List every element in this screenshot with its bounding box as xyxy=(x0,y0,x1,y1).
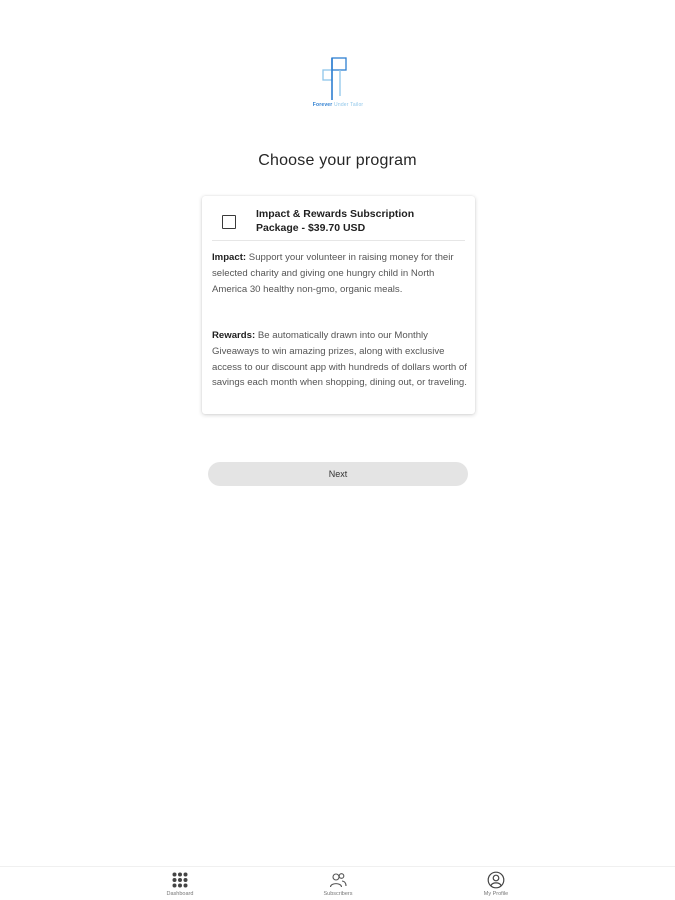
users-icon xyxy=(329,871,347,889)
impact-description xyxy=(212,250,468,297)
nav-label-subscribers: Subscribers xyxy=(323,891,353,897)
nav-item-dashboard[interactable] xyxy=(135,871,225,900)
logo-word-1: Forever xyxy=(312,102,333,108)
nav-item-profile[interactable] xyxy=(451,871,541,900)
bottom-nav xyxy=(0,866,675,900)
program-checkbox[interactable] xyxy=(222,215,236,229)
grid-icon xyxy=(171,871,189,889)
logo xyxy=(300,52,376,114)
nav-label-profile: My Profile xyxy=(483,891,509,897)
rewards-description xyxy=(212,328,468,391)
rewards-label: Rewards: xyxy=(212,330,256,341)
next-button[interactable]: Next xyxy=(208,462,468,486)
rewards-text: Be automatically drawn into our Monthly Giveaways to win amazing prizes, along with exclusive access to our discount app with hundreds of dollars worth of savings each month when shopping, dining out, or traveling. xyxy=(212,330,467,389)
logo-word-2: Under Tailor xyxy=(334,102,364,108)
package-name: Impact & Rewards Subscription Package - $39.70 USD xyxy=(256,208,415,234)
program-card xyxy=(202,196,475,414)
page-title: Choose your program xyxy=(258,152,417,169)
nav-label-dashboard: Dashboard xyxy=(166,891,194,897)
impact-label: Impact: xyxy=(212,252,247,263)
profile-icon xyxy=(487,871,505,889)
impact-text: Support your volunteer in raising money for their selected charity and giving one hungry child in North America 30 healthy non-gmo, organic meals. xyxy=(212,252,454,295)
program-card-header xyxy=(212,204,465,241)
logo-text xyxy=(300,102,376,108)
cross-flag-logo-icon xyxy=(318,56,358,102)
nav-item-subscribers[interactable] xyxy=(293,871,383,900)
